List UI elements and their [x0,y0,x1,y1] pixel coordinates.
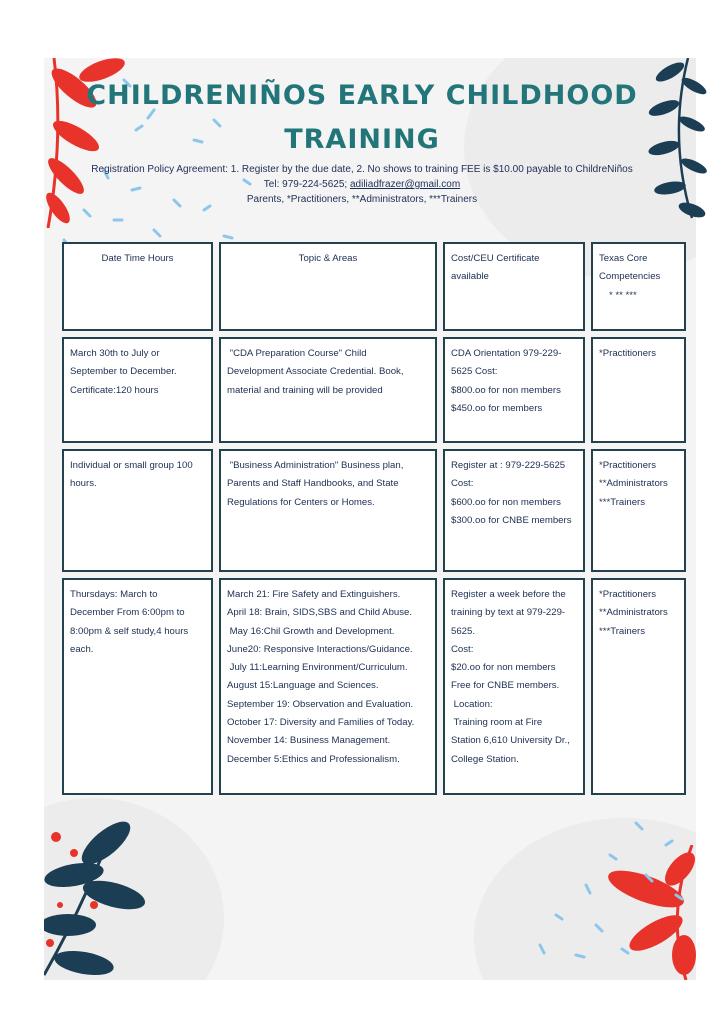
cell-line: October 17: Diversity and Families of Today. [227,717,415,729]
cell-line: training by text at 979-229- [451,607,566,619]
row3-core-cell [591,578,686,795]
row2-topic-cell [219,449,437,572]
cell-line: "Business Administration" Business plan, [227,460,404,471]
cell-line: Free for CNBE members. [451,680,560,692]
cell-line: *Practitioners [599,348,657,359]
cell-line: December From 6:00pm to [70,607,185,619]
cell-line: Regulations for Centers or Homes. [227,496,375,508]
row2-core-cell [591,449,686,572]
contact-line [0,179,724,190]
cell-line: Location: [451,698,493,710]
row3-cost-cell [443,578,585,795]
cell-line: Thursdays: March to [70,589,158,600]
email-link[interactable]: adiliadfrazer@gmail.com [349,179,461,190]
cell-line: July 11:Learning Environment/Curriculum. [227,662,408,674]
cell-line: Register a week before the [451,589,566,600]
cell-line: *Practitioners [599,589,657,600]
cell-line: Training room at Fire [451,717,543,729]
header-label: available [451,271,489,283]
blue-dashes-decoration [526,815,696,965]
cell-line: Cost: [451,478,474,490]
cell-line: March 30th to July or [70,348,160,359]
header-label: Cost/CEU Certificate [451,253,540,264]
cell-line: November 14: Business Management. [227,735,391,747]
cell-line: Parents and Staff Handbooks, and State [227,478,399,490]
cell-line: $800.oo for non members [451,384,561,396]
navy-leaves-bottom-left-icon [44,815,154,980]
row1-topic-cell [219,337,437,443]
header-core-cell [591,242,686,331]
cell-line: College Station. [451,753,519,765]
cell-line: $600.oo for non members [451,496,561,508]
cell-line: ***Trainers [599,496,646,508]
cell-line: Development Associate Credential. Book, [227,366,404,378]
cell-line: hours. [70,478,97,490]
row3-topic-cell [219,578,437,795]
cell-line: *Practitioners [599,460,657,471]
header-date-cell [62,242,213,331]
cell-line: March 21: Fire Safety and Extinguishers. [227,589,401,600]
header-label: * ** *** [609,289,637,301]
row2-date-cell [62,449,213,572]
row2-cost-cell [443,449,585,572]
audience-legend: Parents, *Practitioners, **Administrators, ***Trainers [246,194,478,205]
cell-line: Station 6,610 University Dr., [451,735,570,747]
cell-line: 5625 Cost: [451,366,498,378]
header-label: Date Time Hours [101,253,174,264]
cell-line: August 15:Language and Sciences. [227,680,379,692]
cell-line: September to December. [70,366,177,378]
page-title: CHILDRENIÑOS EARLY CHILDHOOD [86,80,638,111]
cell-line: June20: Responsive Interactions/Guidance. [227,643,413,655]
cell-line: September 19: Observation and Evaluation. [227,698,414,710]
header-cost-cell [443,242,585,331]
cell-line: 8:00pm & self study,4 hours [70,625,189,637]
cell-line: Register at : 979-229-5625 [451,460,566,471]
row1-cost-cell [443,337,585,443]
cell-line: Certificate:120 hours [70,384,159,396]
cell-line: **Administrators [599,478,668,490]
cell-line: Individual or small group 100 [70,460,193,471]
cell-line: Cost: [451,643,474,655]
header-label: Texas Core [599,253,648,264]
cell-line: CDA Orientation 979-229- [451,348,562,359]
row3-date-cell [62,578,213,795]
cell-line: $450.oo for members [451,402,543,414]
cell-line: December 5:Ethics and Professionalism. [227,753,400,765]
cell-line: each. [70,643,94,655]
policy-text: Registration Policy Agreement: 1. Register by the due date, 2. No shows to training FEE is $10.00 payable to ChildreNiños [91,164,633,175]
row1-core-cell [591,337,686,443]
page-title-line2: TRAINING [284,124,440,155]
cell-line: ***Trainers [599,625,646,637]
header-topic-cell [219,242,437,331]
cell-line: $20.oo for non members [451,662,556,674]
cell-line: $300.oo for CNBE members [451,514,572,526]
cell-line: May 16:Chil Growth and Development. [227,625,395,637]
header-label: Competencies [599,271,661,283]
cell-line: "CDA Preparation Course" Child [227,348,367,359]
row1-date-cell [62,337,213,443]
cell-line: 5625. [451,625,476,637]
cell-line: material and training will be provided [227,384,383,396]
phone-text: Tel: 979-224-5625; [263,179,348,190]
cell-line: April 18: Brain, SIDS,SBS and Child Abuse. [227,607,413,619]
cell-line: **Administrators [599,607,668,619]
header-label: Topic & Areas [298,253,358,264]
